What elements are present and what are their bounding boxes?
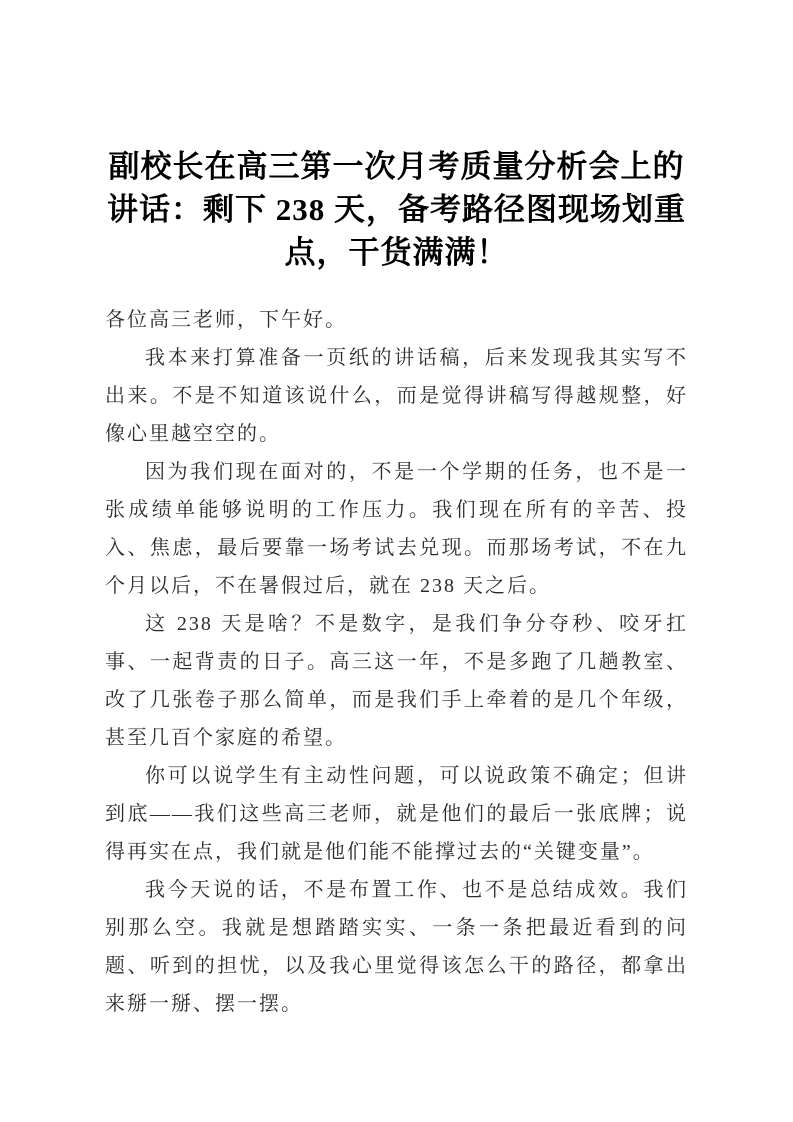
- paragraph: 我今天说的话，不是布置工作、也不是总结成效。我们别那么空。我就是想踏踏实实、一条一条把最近看到的问题、听到的担忧，以及我心里觉得该怎么干的路径，都拿出来掰一掰、摆一摆。: [105, 879, 688, 1015]
- paragraph: 这 238 天是啥？不是数字，是我们争分夺秒、咬牙扛事、一起背责的日子。高三这一年，不是多跑了几趟教室、改了几张卷子那么简单，而是我们手上牵着的是几个年级，甚至几百个家庭的希望。: [105, 613, 688, 749]
- paragraph: 你可以说学生有主动性问题，可以说政策不确定；但讲到底——我们这些高三老师，就是他们的最后一张底牌；说得再实在点，我们就是他们能不能撑过去的“关键变量”。: [105, 765, 688, 863]
- document-body: [105, 301, 688, 1023]
- document-title: 副校长在高三第一次月考质量分析会上的讲话：剩下 238 天，备考路径图现场划重点，干货满满！: [107, 149, 686, 270]
- paragraph: 我本来打算准备一页纸的讲话稿，后来发现我其实写不出来。不是不知道该说什么，而是觉得讲稿写得越规整，好像心里越空空的。: [105, 347, 688, 445]
- paragraph: 因为我们现在面对的，不是一个学期的任务，也不是一张成绩单能够说明的工作压力。我们现在所有的辛苦、投入、焦虑，最后要靠一场考试去兑现。而那场考试，不在九个月以后，不在暑假过后，就在 238 天之后。: [105, 461, 688, 597]
- paragraph-greeting: 各位高三老师，下午好。: [105, 309, 347, 331]
